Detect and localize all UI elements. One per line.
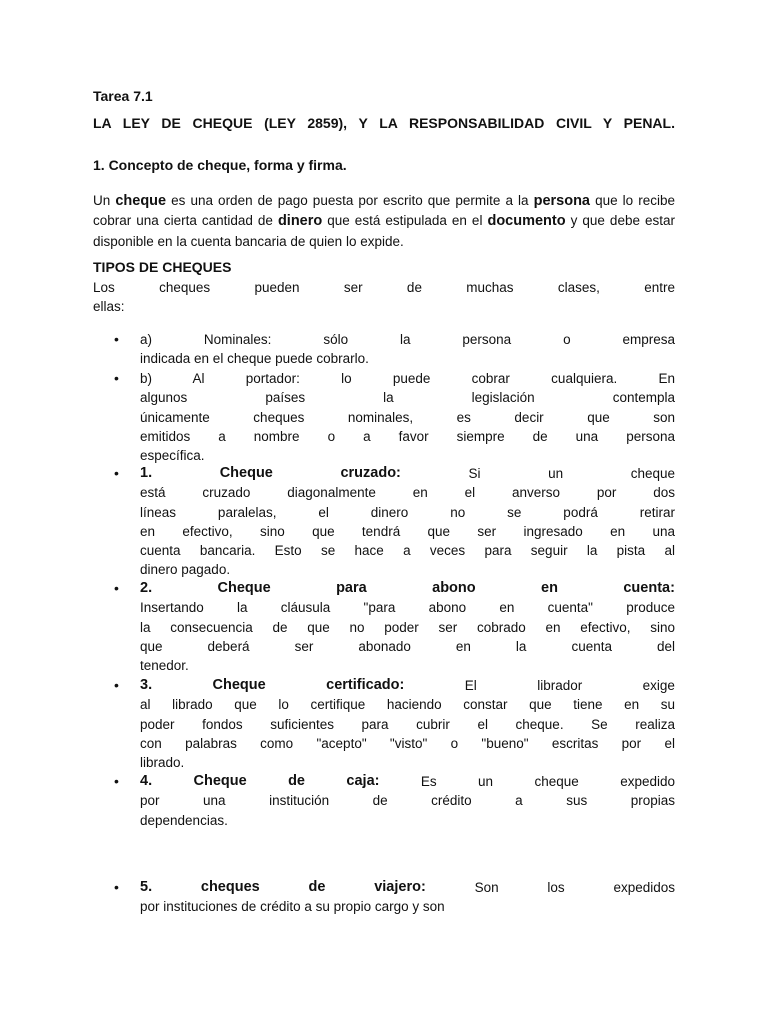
list-item-heading-word: 3.	[140, 677, 153, 693]
list-item-heading-word: en	[541, 580, 558, 596]
bullet-icon: •	[114, 580, 119, 596]
list-item-line: específica.	[140, 448, 205, 464]
task-label: Tarea 7.1	[93, 88, 153, 104]
list-item	[140, 369, 675, 465]
list-item-line: a) Nominales: sólo la persona o empresa	[140, 332, 675, 347]
section-heading: 1. Concepto de cheque, forma y firma.	[93, 157, 347, 173]
list-item-heading-word: para	[336, 580, 367, 596]
list-item-line: la consecuencia de que no poder ser cobrado en efectivo, sino	[140, 619, 675, 635]
intro-paragraph	[93, 191, 675, 251]
list-item-heading-word: viajero:	[374, 879, 426, 895]
list-item	[140, 330, 675, 369]
list-item	[140, 579, 675, 675]
tipos-intro	[93, 278, 675, 317]
list-item-word: El	[464, 678, 477, 693]
tipos-line: Los cheques pueden ser de muchas clases, entre	[93, 280, 675, 295]
list-item-heading-word: Cheque	[217, 580, 271, 596]
list-item-word: cheque	[534, 774, 579, 789]
list-item-heading-word: Cheque	[219, 465, 273, 481]
list-item-word: Es	[420, 774, 437, 789]
bullet-icon: •	[114, 773, 119, 789]
intro-text: y que debe estar	[565, 213, 675, 229]
bullet-icon: •	[114, 879, 119, 895]
list-item-line	[140, 676, 675, 695]
intro-text: cobrar una cierta cantidad de	[93, 213, 278, 229]
intro-text: disponible en la cuenta bancaria de quien lo expide.	[93, 233, 404, 249]
list-item-heading-word: Cheque	[193, 773, 247, 789]
intro-bold: documento	[487, 213, 566, 230]
list-item-heading-word: de	[288, 773, 305, 789]
list-item-heading-word: abono	[432, 580, 476, 596]
list-item-line: tenedor.	[140, 658, 189, 674]
intro-text: que está estipulada en el	[322, 213, 488, 229]
list-item-heading-word: Cheque	[212, 677, 266, 693]
intro-bold: cheque	[115, 193, 167, 209]
intro-text: que lo recibe	[590, 193, 675, 208]
list-item-word: exige	[642, 678, 675, 693]
intro-text: Un	[93, 193, 116, 208]
list-item-line: está cruzado diagonalmente en el anverso por dos	[140, 485, 675, 501]
list-item-line: b) Al portador: lo puede cobrar cualquiera. En	[140, 371, 675, 386]
list-item-word: un	[548, 466, 564, 481]
list-item	[140, 878, 675, 917]
list-item-heading-word: 5.	[140, 879, 153, 895]
bullet-icon: •	[114, 677, 119, 693]
list-item-heading-word: cheques	[200, 879, 260, 895]
list-item-line	[140, 878, 675, 897]
bullet-icon: •	[114, 465, 119, 481]
list-item-line	[140, 579, 675, 598]
list-item-line: en efectivo, sino que tendrá que ser ingresado en una	[140, 523, 675, 539]
list-item-line: cuenta bancaria. Esto se hace a veces para seguir la pista al	[140, 543, 675, 559]
page-title: LA LEY DE CHEQUE (LEY 2859), Y LA RESPONSABILIDAD CIVIL Y PENAL.	[93, 115, 675, 131]
list-item-word: expedidos	[613, 880, 675, 895]
list-item-line: dependencias.	[140, 812, 228, 828]
intro-bold: persona	[533, 193, 591, 209]
list-item-line: dinero pagado.	[140, 562, 231, 578]
list-item-word: un	[478, 774, 494, 789]
list-item-line: poder fondos suficientes para cubrir el cheque. Se realiza	[140, 716, 675, 732]
list-item-line: únicamente cheques nominales, es decir que son	[140, 409, 675, 425]
list-item-word: los	[547, 880, 565, 895]
list-item-line: por instituciones de crédito a su propio cargo y son	[140, 899, 445, 915]
intro-bold: dinero	[277, 213, 323, 230]
list-item-word: cheque	[630, 466, 675, 481]
list-item-line: Insertando la cláusula "para abono en cuenta" produce	[140, 600, 675, 616]
list-item-line: al librado que lo certifique haciendo constar que tiene en su	[140, 697, 675, 713]
list-item-line: algunos países la legislación contempla	[140, 390, 675, 406]
bullet-icon: •	[114, 331, 119, 347]
tipos-line: ellas:	[93, 299, 125, 315]
list-item-heading-word: cruzado:	[340, 465, 401, 481]
list-item-line: líneas paralelas, el dinero no se podrá retirar	[140, 504, 675, 520]
list-item	[140, 464, 675, 580]
list-item-heading-word: 4.	[140, 773, 153, 789]
list-item-line: por una institución de crédito a sus propias	[140, 793, 675, 809]
list-item-line: librado.	[140, 755, 185, 771]
tipos-heading: TIPOS DE CHEQUES	[93, 259, 232, 275]
list-item-heading-word: 2.	[140, 580, 153, 596]
list-item-line: indicada en el cheque puede cobrarlo.	[140, 351, 369, 367]
bullet-icon: •	[114, 370, 119, 386]
list-item	[140, 676, 675, 772]
list-item-heading-word: caja:	[346, 773, 380, 789]
list-item-heading-word: certificado:	[326, 677, 405, 693]
list-item-word: expedido	[620, 774, 675, 789]
list-item-line	[140, 772, 675, 791]
list-item-line: emitidos a nombre o a favor siempre de una persona	[140, 428, 675, 444]
list-item	[140, 772, 675, 830]
list-item-word: librador	[537, 678, 583, 693]
list-item-heading-word: cuenta:	[623, 580, 675, 596]
list-item-heading-word: 1.	[140, 465, 153, 481]
intro-text: es una orden de pago puesta por escrito que permite a la	[166, 193, 534, 208]
list-item-line: que deberá ser abonado en la cuenta del	[140, 638, 675, 654]
list-item-line: con palabras como "acepto" "visto" o "bueno" escritas por el	[140, 735, 675, 751]
list-item-word: Si	[468, 466, 481, 481]
list-item-heading-word: de	[308, 879, 326, 895]
list-item-word: Son	[474, 880, 499, 895]
list-item-line	[140, 464, 675, 483]
